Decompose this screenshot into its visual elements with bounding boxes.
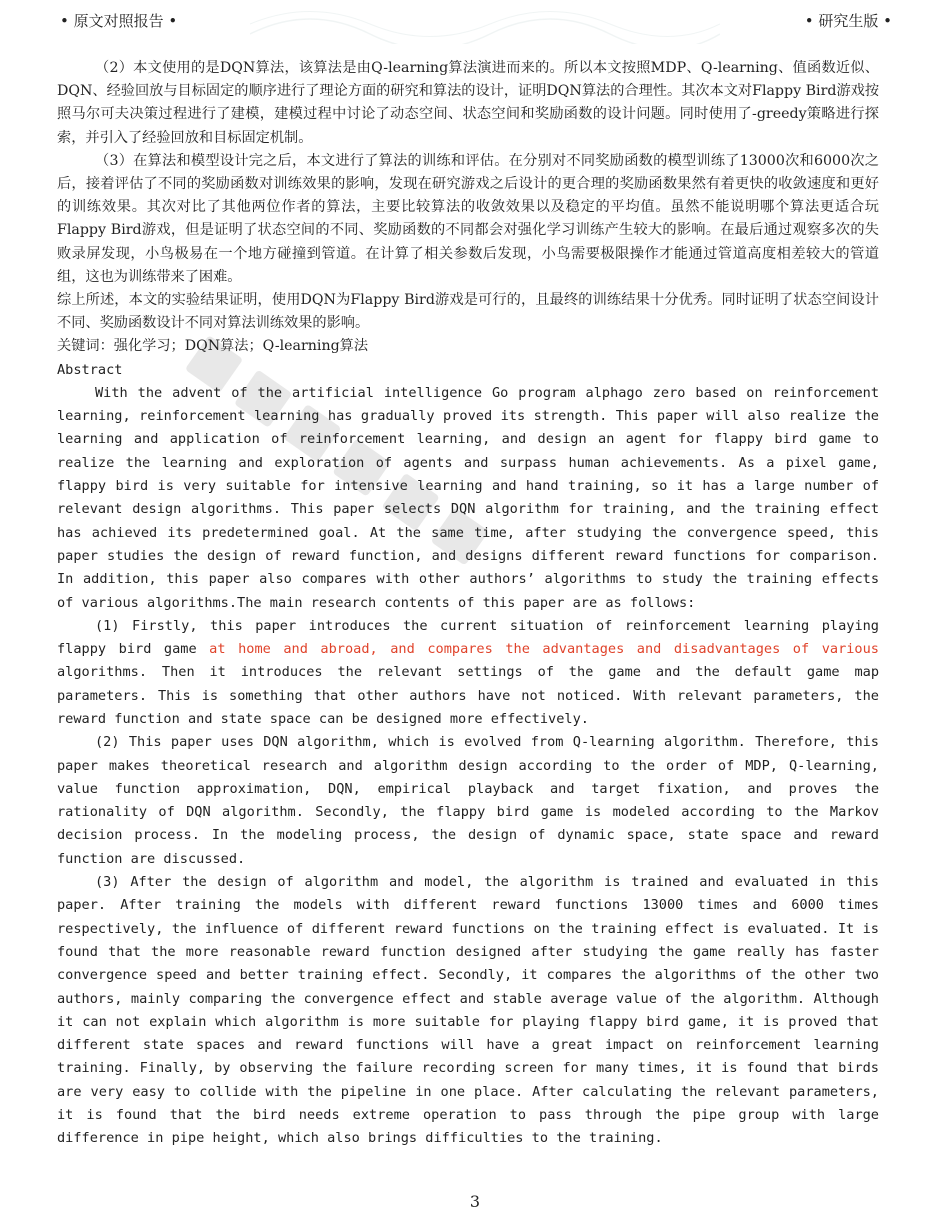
document-body [57, 57, 879, 1151]
abstract-paragraph-2: (2) This paper uses DQN algorithm, which is evolved from Q-learning algorithm. Therefore, this paper makes theoretical research and algorithm design according to the order of MDP, Q-learning, value function approximation, DQN, empirical playback and target fixation, and proves the rationality of DQN algorithm. Secondly, the flappy bird game is modeled according to the Markov decision process. In the modeling process, the design of dynamic space, state space and reward function are discussed. [57, 734, 879, 867]
page-number: 3 [469, 1192, 481, 1211]
abstract-p1-start: (1) Firstly, this paper introduces the current situation of reinforcement learning playing flappy bird game [57, 617, 879, 658]
header-right-label: • 研究生版 • [804, 12, 892, 30]
abstract-paragraph-3: (3) After the design of algorithm and model, the algorithm is trained and evaluated in this paper. After training the models with different reward functions 13000 times and 6000 times respectively, the influence of different reward functions on the training effect is evaluated. It is found that the more reasonable reward function designed after studying the game really has faster convergence speed and better training effect. Secondly, it compares the algorithms of the other two authors, mainly comparing the convergence effect and stable average value of the algorithm. Although it can not explain which algorithm is more suitable for playing flappy bird game, it is proved that different state spaces and reward functions will have a great impact on reinforcement learning training. Finally, by observing the failure recording screen for many times, it is found that birds are very easy to collide with the pipeline in one place. After calculating the relevant parameters, it is found that the bird needs extreme operation to pass through the pipe group with large difference in pipe height, which also brings difficulties to the training. [57, 874, 879, 1147]
cn-paragraph-2: （2）本文使用的是DQN算法，该算法是由Q-learning算法演进而来的。所以本文按照MDP、Q-learning、值函数近似、DQN、经验回放与目标固定的顺序进行了理论方面的研究和算法的设计，证明DQN算法的合理性。其次本文对Flappy Bird游戏按照马尔可夫决策过程进行了建模，建模过程中讨论了动态空间、状态空间和奖励函数的设计问题。同时使用了-greedy策略进行探索，并引入了经验回放和目标固定机制。 [57, 60, 880, 146]
abstract-p1-end: algorithms. Then it introduces the relevant settings of the game and the default game map parameters. This is something that other authors have not noticed. With relevant parameters, the reward function and state space can be designed more effectively. [57, 664, 879, 727]
keywords: 关键词：强化学习；DQN算法；Q-learning算法 [57, 338, 369, 355]
header-left-label: • 原文对照报告 • [60, 12, 178, 30]
cn-summary: 综上所述，本文的实验结果证明，使用DQN为Flappy Bird游戏是可行的，且最终的训练结果十分优秀。同时证明了状态空间设计不同、奖励函数设计不同对算法训练效果的影响。 [57, 292, 879, 332]
cn-paragraph-3: （3）在算法和模型设计完之后，本文进行了算法的训练和评估。在分别对不同奖励函数的模型训练了13000次和6000次之后，接着评估了不同的奖励函数对训练效果的影响，发现在研究游戏之后设计的更合理的奖励函数果然有着更快的收敛速度和更好的训练效果。其次对比了其他两位作者的算法，主要比较算法的收敛效果以及稳定的平均值。虽然不能说明哪个算法更适合玩Flappy Bird游戏，但是证明了状态空间的不同、奖励函数的不同都会对强化学习训练产生较大的影响。在最后通过观察多次的失败录屏发现，小鸟极易在一个地方碰撞到管道。在计算了相关参数后发现，小鸟需要极限操作才能通过管道高度相差较大的管道组，这也为训练带来了困难。 [57, 152, 879, 285]
abstract-paragraph-1 [57, 615, 879, 731]
abstract-p1-highlight: at home and abroad, and compares the advantages and disadvantages of various [209, 641, 879, 658]
page-header [0, 10, 950, 32]
abstract-heading: Abstract [57, 361, 123, 378]
abstract-intro: With the advent of the artificial intelligence Go program alphago zero based on reinforcement learning, reinforcement learning has gradually proved its strength. This paper will also realize the learning and application of reinforcement learning, and design an agent for flappy bird game to realize the learning and exploration of agents and surpass human achievements. As a pixel game, flappy bird is very suitable for intensive learning and hand training, so it has a large number of relevant design algorithms. This paper selects DQN algorithm for training, and the training effect has achieved its predetermined goal. At the same time, after studying the convergence speed, this paper studies the design of reward function, and designs different reward functions for comparison. In addition, this paper also compares with other authors’ algorithms to study the training effects of various algorithms.The main research contents of this paper are as follows: [57, 384, 879, 611]
header-ornament-icon [250, 4, 720, 44]
